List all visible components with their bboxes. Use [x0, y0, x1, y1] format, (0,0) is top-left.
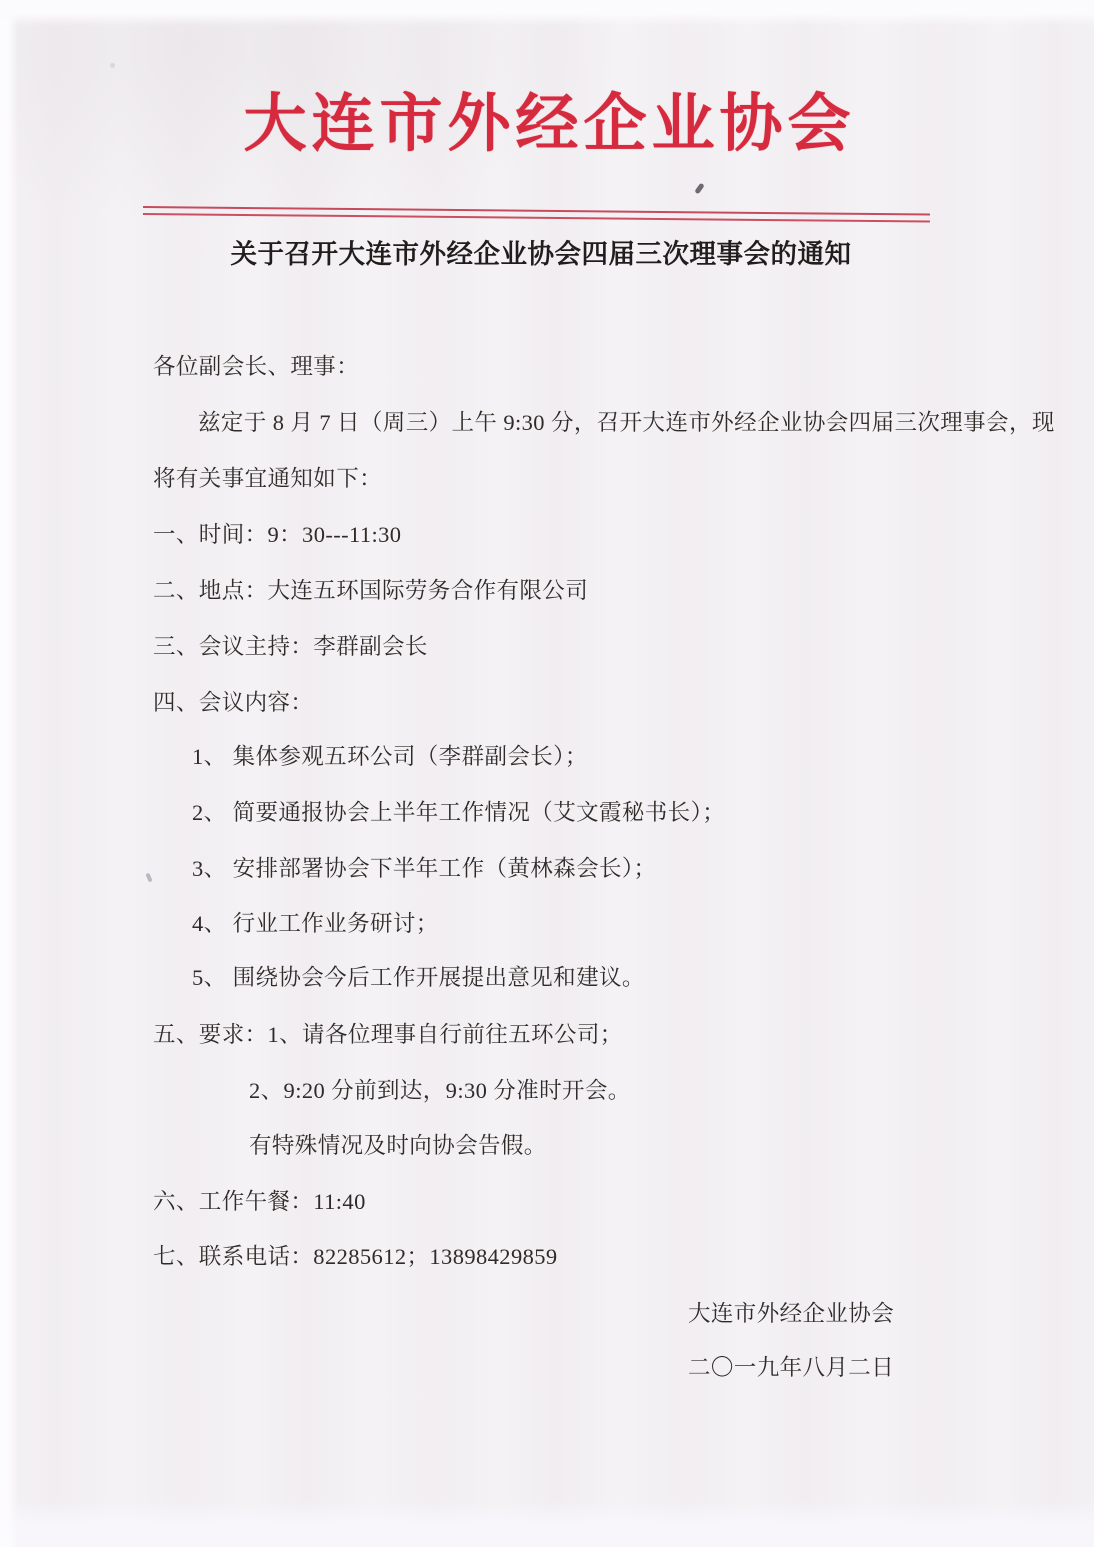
line-intro-2: 将有关事宜通知如下：: [153, 466, 383, 491]
line-agenda-2: 2、 简要通报协会上半年工作情况（艾文霞秘书长）；: [192, 800, 726, 825]
line-agenda-3: 3、 安排部署协会下半年工作（黄林森会长）；: [192, 856, 657, 881]
line-item-requirements: 五、要求：1、请各位理事自行前往五环公司；: [153, 1022, 623, 1047]
scan-speck: [110, 63, 115, 68]
letterhead-double-rule: [143, 206, 930, 223]
scan-speck: [694, 183, 705, 195]
line-item-phone: 七、联系电话：82285612；13898429859: [153, 1244, 558, 1269]
line-agenda-4: 4、 行业工作业务研讨；: [192, 911, 439, 936]
line-item-host: 三、会议主持：李群副会长: [153, 634, 428, 659]
notice-title: 关于召开大连市外经企业协会四届三次理事会的通知: [230, 239, 852, 269]
line-agenda-5: 5、 围绕协会今后工作开展提出意见和建议。: [192, 965, 645, 990]
line-item-time: 一、时间：9：30---11:30: [153, 522, 402, 547]
line-intro-1: 兹定于 8 月 7 日（周三）上午 9:30 分，召开大连市外经企业协会四届三次理事会，现: [198, 410, 1055, 435]
line-requirement-note: 有特殊情况及时向协会告假。: [249, 1133, 547, 1158]
scan-speck: [145, 873, 152, 883]
line-requirement-2: 2、9:20 分前到达，9:30 分准时开会。: [249, 1078, 631, 1103]
line-item-lunch: 六、工作午餐：11:40: [153, 1189, 366, 1214]
line-item-place: 二、地点：大连五环国际劳务合作有限公司: [153, 578, 589, 603]
signature-org: 大连市外经企业协会: [688, 1301, 895, 1326]
line-salutation: 各位副会长、理事：: [153, 354, 360, 379]
signature-date: 二〇一九年八月二日: [688, 1355, 895, 1380]
line-item-agenda: 四、会议内容：: [153, 690, 314, 715]
letterhead-org-name: 大连市外经企业协会: [243, 89, 856, 159]
line-agenda-1: 1、 集体参观五环公司（李群副会长）；: [192, 744, 588, 769]
